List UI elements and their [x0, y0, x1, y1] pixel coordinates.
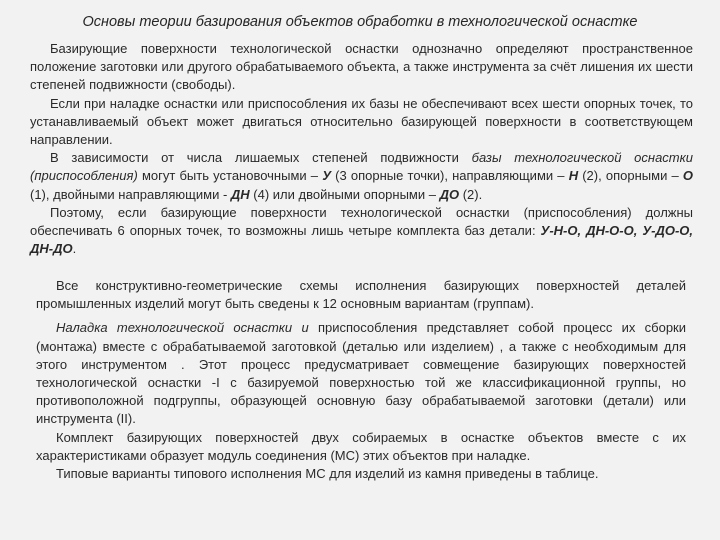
base-sets: У-Н-О, ДН-О-О, У-ДО-О, ДН-ДО — [30, 223, 693, 257]
base-code-dn: ДН — [230, 186, 250, 202]
text: могут быть установочными – — [137, 168, 323, 184]
text: В зависимости от числа лишаемых степеней подвижности — [50, 150, 472, 166]
paragraph-six-points: Если при наладке оснастки или приспособления их базы не обеспечивают всех шести опорных точек, то устанавливаемый объект может двигаться относительно базирующей поверхности в соответствующем направлении. — [30, 95, 693, 148]
text: приспособления представляет собой процесс их сборки (монтажа) вместе с обрабатываемой заготовкой (деталью или изделием) , а также с необходимым для этого инструментом . Этот процесс предусматривает совмещение базирующих поверхностей технологической оснастки -I с базируемой поверхностью той же классификационной группы, но противоположной подгруппы, образующей основную базу обрабатываемой заготовки (детали) или инструмента (II). — [36, 320, 686, 427]
base-code-u: У — [322, 168, 332, 184]
text: (2). — [459, 186, 483, 202]
text: (4) или двойными опорными – — [249, 186, 440, 202]
upper-text-block — [30, 40, 693, 258]
emphasis-bases: базы технологической оснастки (приспособления) — [30, 150, 693, 184]
paragraph-twelve-variants: Все конструктивно-геометрические схемы исполнения базирующих поверхностей деталей промышленных изделий могут быть сведены к 12 основным вариантам (группам). — [36, 278, 686, 312]
page-title: Основы теории базирования объектов обработки в технологической оснастке — [82, 14, 638, 30]
paragraph-basing-surfaces: Базирующие поверхности технологической оснастки однозначно определяют пространственное положение заготовки или другого обрабатываемого объекта, а также инструмента за счёт лишения их шести степеней подвижности (свободы). — [30, 41, 693, 93]
text: Поэтому, если базирующие поверхности технологической оснастки (приспособления) должны обеспечивать 6 опорных точек, то возможны лишь четыре комплекта баз детали: — [30, 204, 693, 239]
paragraph-base-types — [30, 149, 693, 204]
emphasis-setup: Наладка технологической оснастки и — [56, 320, 309, 336]
text: (3 опорные точки), направляющими – — [331, 168, 569, 184]
paragraph-setup — [36, 319, 686, 428]
lower-text-block — [36, 277, 686, 483]
paragraph-module: Комплект базирующих поверхностей двух собираемых в оснастке объектов вместе с их характеристиками образует модуль соединения (МС) этих объектов при наладке. — [36, 429, 686, 463]
text: . — [72, 241, 77, 257]
text: (2), опорными – — [578, 168, 683, 184]
base-code-do: ДО — [439, 186, 460, 202]
paragraph-table-ref: Типовые варианты типового исполнения МС для изделий из камня приведены в таблице. — [56, 466, 599, 482]
base-code-o: О — [682, 168, 694, 184]
text: (1), двойными направляющими - — [30, 186, 231, 202]
paragraph-base-sets — [30, 204, 693, 259]
base-code-n: Н — [568, 168, 579, 184]
